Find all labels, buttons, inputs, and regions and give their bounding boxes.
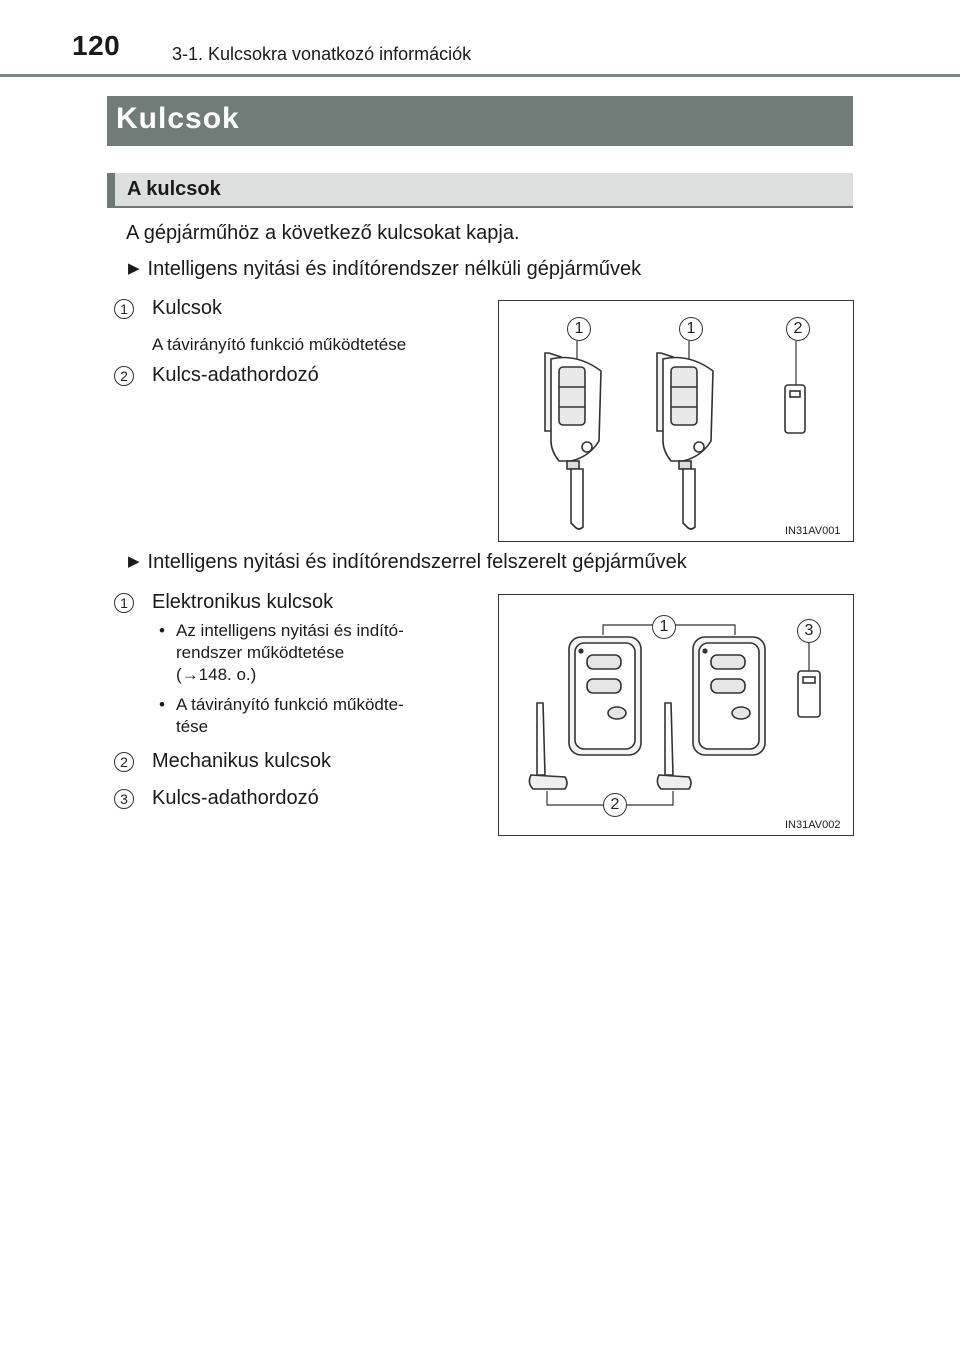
bullet-line: Az intelligens nyitási és indító- bbox=[176, 621, 404, 640]
bullet-line-link[interactable]: (→148. o.) bbox=[176, 665, 257, 684]
item-label: Kulcs-adathordozó bbox=[152, 364, 319, 386]
group2-heading-text: Intelligens nyitási és indítórendszerrel felszerelt gépjárművek bbox=[147, 551, 687, 573]
item-number: 1 bbox=[114, 593, 134, 613]
mechanical-key-illustration bbox=[529, 703, 567, 789]
item-label: Mechanikus kulcsok bbox=[152, 750, 331, 772]
dot-bullet-icon: • bbox=[159, 621, 165, 640]
dot-bullet-icon: • bbox=[159, 695, 165, 714]
chapter-title: 3-1. Kulcsokra vonatkozó információk bbox=[172, 44, 472, 64]
callout-number: 2 bbox=[786, 317, 810, 341]
triangle-right-icon: ▶ bbox=[128, 260, 140, 277]
bullet-line: A távirányító funkció működte- bbox=[176, 695, 404, 714]
figure-code: IN31AV002 bbox=[785, 819, 841, 831]
mechanical-key-illustration bbox=[657, 703, 691, 789]
item-label: Kulcsok bbox=[152, 297, 223, 319]
item-label: Kulcs-adathordozó bbox=[152, 787, 319, 809]
header-rule bbox=[0, 74, 960, 77]
flip-key-illustration bbox=[657, 353, 713, 529]
figure-keys-standard bbox=[498, 300, 854, 542]
callout-number: 1 bbox=[567, 317, 591, 341]
callout-number: 2 bbox=[603, 793, 627, 817]
group1-heading-text: Intelligens nyitási és indítórendszer nélküli gépjárművek bbox=[147, 258, 642, 280]
section-heading: Kulcsok bbox=[107, 96, 853, 146]
item-number: 2 bbox=[114, 366, 134, 386]
item-number: 2 bbox=[114, 752, 134, 772]
item-note: A távirányító funkció működtetése bbox=[152, 335, 407, 354]
flip-key-illustration bbox=[545, 353, 601, 529]
callout-number: 1 bbox=[679, 317, 703, 341]
group1-heading bbox=[128, 258, 641, 281]
bullet-line: tése bbox=[176, 717, 209, 736]
smart-key-fob-illustration bbox=[569, 637, 641, 755]
smart-key-fob-illustration bbox=[693, 637, 765, 755]
item-number: 3 bbox=[114, 789, 134, 809]
item-number: 1 bbox=[114, 299, 134, 319]
callout-number: 1 bbox=[652, 615, 676, 639]
page-number: 120 bbox=[72, 30, 121, 61]
figure-code: IN31AV001 bbox=[785, 525, 841, 537]
figure-keys-smart bbox=[498, 594, 854, 836]
subsection-heading: A kulcsok bbox=[107, 173, 853, 208]
callout-number: 3 bbox=[797, 619, 821, 643]
item-label: Elektronikus kulcsok bbox=[152, 591, 334, 613]
triangle-right-icon: ▶ bbox=[128, 553, 140, 570]
key-plate-illustration bbox=[798, 671, 820, 717]
bullet-line: rendszer működtetése bbox=[176, 643, 345, 662]
key-plate-illustration bbox=[785, 385, 805, 433]
group2-heading bbox=[128, 551, 687, 574]
intro-text: A gépjárműhöz a következő kulcsokat kapja. bbox=[126, 222, 520, 244]
